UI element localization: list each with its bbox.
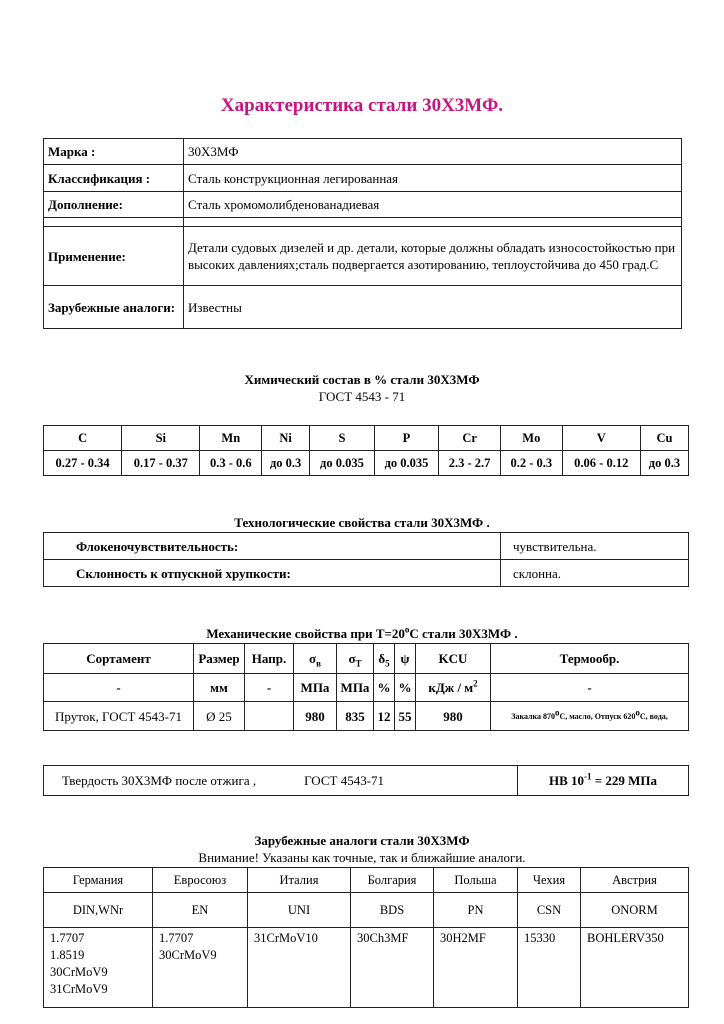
info-label: Зарубежные аналоги:: [44, 286, 184, 329]
analogs-country: Польша: [434, 868, 518, 893]
info-row-class: [44, 165, 682, 192]
analogs-note: Внимание! Указаны как точные, так и ближайшие аналоги.: [198, 850, 526, 865]
analogs-standard: DIN,WNr: [44, 893, 153, 928]
analogs-grade: 1.7707: [159, 931, 194, 945]
mech-unit: -: [245, 674, 294, 702]
analogs-standard: PN: [434, 893, 518, 928]
info-row-application: [44, 227, 682, 286]
chem-element: P: [374, 426, 439, 451]
analogs-standard: UNI: [248, 893, 351, 928]
mech-unit: мм: [194, 674, 245, 702]
chem-value: 0.27 - 0.34: [44, 451, 122, 476]
info-label: Применение:: [44, 227, 184, 286]
analogs-grade: 1.8519: [50, 948, 85, 962]
chem-element: Si: [122, 426, 200, 451]
chem-value: до 0.3: [640, 451, 688, 476]
tech-value: склонна.: [501, 560, 689, 587]
tech-row: [44, 560, 689, 587]
mech-header-psi: ψ: [395, 644, 416, 674]
mech-header-thermo: Термообр.: [491, 644, 689, 674]
mech-sigma-b: 980: [294, 702, 337, 731]
analogs-title: Зарубежные аналоги стали 30Х3МФ: [254, 833, 470, 848]
analogs-standard: EN: [153, 893, 248, 928]
mech-header-sigma-t: $\sigma_T$: [337, 644, 374, 674]
mech-units-row: [44, 674, 689, 702]
analogs-grade-cell: [581, 928, 689, 1008]
chem-value: 0.06 - 0.12: [562, 451, 640, 476]
mech-kcu: 980: [416, 702, 491, 731]
hardness-gost: ГОСТ 4543-71: [304, 773, 385, 788]
chem-value: 0.2 - 0.3: [500, 451, 562, 476]
mech-sigma-t: 835: [337, 702, 374, 731]
analogs-country: Германия: [44, 868, 153, 893]
chem-element: V: [562, 426, 640, 451]
chem-value: до 0.035: [374, 451, 439, 476]
tech-label: Склонность к отпускной хрупкости:: [44, 560, 501, 587]
chem-value: до 0.3: [262, 451, 310, 476]
analogs-grade: 30CrMoV9: [159, 948, 217, 962]
chem-value: 0.17 - 0.37: [122, 451, 200, 476]
analogs-grade-cell: [351, 928, 434, 1008]
analogs-standard-row: [44, 893, 689, 928]
mech-delta: 12: [374, 702, 395, 731]
analogs-clip: [43, 867, 691, 996]
chem-value-row: [44, 451, 689, 476]
chem-element: Mo: [500, 426, 562, 451]
info-row-analogs: [44, 286, 682, 329]
info-label: Марка :: [44, 139, 184, 165]
mech-header-delta: $\delta_5$: [374, 644, 395, 674]
analogs-country-row: [44, 868, 689, 893]
mech-header-kcu: KCU: [416, 644, 491, 674]
info-value: Сталь конструкционная легированная: [184, 165, 682, 192]
analogs-country: Чехия: [518, 868, 581, 893]
hardness-table: [43, 765, 689, 796]
mech-unit: %: [395, 674, 416, 702]
analogs-grade: 30Ch3MF: [357, 931, 409, 945]
chem-element: S: [310, 426, 375, 451]
info-label: Дополнение:: [44, 192, 184, 218]
chem-element: Cr: [439, 426, 501, 451]
analogs-country: Австрия: [581, 868, 689, 893]
info-table: [43, 138, 682, 329]
mech-unit: -: [491, 674, 689, 702]
chem-gost: ГОСТ 4543 - 71: [318, 389, 406, 404]
analogs-country: Евросоюз: [153, 868, 248, 893]
analogs-grade-cell: [153, 928, 248, 1008]
info-value: 30Х3МФ: [184, 139, 682, 165]
info-label: Классификация :: [44, 165, 184, 192]
analogs-standard: BDS: [351, 893, 434, 928]
chem-header-row: [44, 426, 689, 451]
mech-thermo: Закалка 870$^o$С, масло, Отпуск 620$^o$С, вода,: [491, 702, 689, 731]
mech-unit: МПа: [337, 674, 374, 702]
mech-header-size: Размер: [194, 644, 245, 674]
analogs-grade: 30CrMoV9: [50, 965, 108, 979]
tech-label: Флокеночувствительность:: [44, 533, 501, 560]
analogs-grade-cell: [434, 928, 518, 1008]
mech-sortament: Пруток, ГОСТ 4543-71: [44, 702, 194, 731]
document-title: Характеристика стали 30Х3МФ.: [220, 95, 504, 116]
analogs-grade: 31CrMoV10: [254, 931, 318, 945]
hardness-text: Твердость 30Х3МФ после отжига ,: [62, 773, 257, 788]
analogs-grade-cell: [248, 928, 351, 1008]
hardness-row: [44, 766, 689, 796]
chem-title: Химический состав в % стали 30Х3МФ: [244, 372, 480, 387]
mech-unit-kcu: кДж / $м^2$: [416, 674, 491, 702]
analogs-grade: 15330: [524, 931, 556, 945]
info-row-addition: [44, 192, 682, 218]
chem-element: Ni: [262, 426, 310, 451]
analogs-country: Италия: [248, 868, 351, 893]
analogs-table: [43, 867, 689, 1008]
mech-table: [43, 643, 689, 731]
tech-table: [43, 532, 689, 587]
analogs-grade: BOHLERV350: [587, 931, 664, 945]
chem-value: 2.3 - 2.7: [439, 451, 501, 476]
analogs-grade: 1.7707: [50, 931, 85, 945]
analogs-grade-row: [44, 928, 689, 1008]
info-value: Сталь хромомолибденованадиевая: [184, 192, 682, 218]
chem-table: [43, 425, 689, 476]
mech-size: Ø 25: [194, 702, 245, 731]
chem-element: Mn: [200, 426, 262, 451]
analogs-grade: 30H2MF: [440, 931, 486, 945]
analogs-standard: CSN: [518, 893, 581, 928]
chem-value: 0.3 - 0.6: [200, 451, 262, 476]
info-value: Детали судовых дизелей и др. детали, которые должны обладать износостойкостью при высоких давлениях;сталь подвергается азотированию, теплоустойчива до 450 град.С: [184, 227, 682, 286]
info-row-grade: [44, 139, 682, 165]
mech-header-sigma-b: $\sigma_в$: [294, 644, 337, 674]
analogs-grade-cell: [518, 928, 581, 1008]
hardness-value: HB $10^{-1} = 229$ МПа: [518, 766, 689, 796]
tech-title: Технологические свойства стали 30Х3МФ .: [234, 515, 490, 530]
analogs-grade-cell: [44, 928, 153, 1008]
info-spacer-row: [44, 218, 682, 227]
mech-title: Механические свойства при $Т=20^oС$ стали 30Х3МФ .: [206, 624, 518, 641]
chem-value: до 0.035: [310, 451, 375, 476]
hardness-text-cell: [44, 766, 518, 796]
mech-direction: [245, 702, 294, 731]
mech-header-row: [44, 644, 689, 674]
mech-unit: %: [374, 674, 395, 702]
mech-unit: МПа: [294, 674, 337, 702]
tech-value: чувствительна.: [501, 533, 689, 560]
mech-unit: -: [44, 674, 194, 702]
mech-header-direction: Напр.: [245, 644, 294, 674]
mech-header-sortament: Сортамент: [44, 644, 194, 674]
analogs-standard: ONORM: [581, 893, 689, 928]
info-value: Известны: [184, 286, 682, 329]
chem-element: C: [44, 426, 122, 451]
mech-psi: 55: [395, 702, 416, 731]
chem-element: Cu: [640, 426, 688, 451]
mech-data-row: [44, 702, 689, 731]
analogs-country: Болгария: [351, 868, 434, 893]
analogs-grade: 31CrMoV9: [50, 982, 108, 996]
tech-row: [44, 533, 689, 560]
